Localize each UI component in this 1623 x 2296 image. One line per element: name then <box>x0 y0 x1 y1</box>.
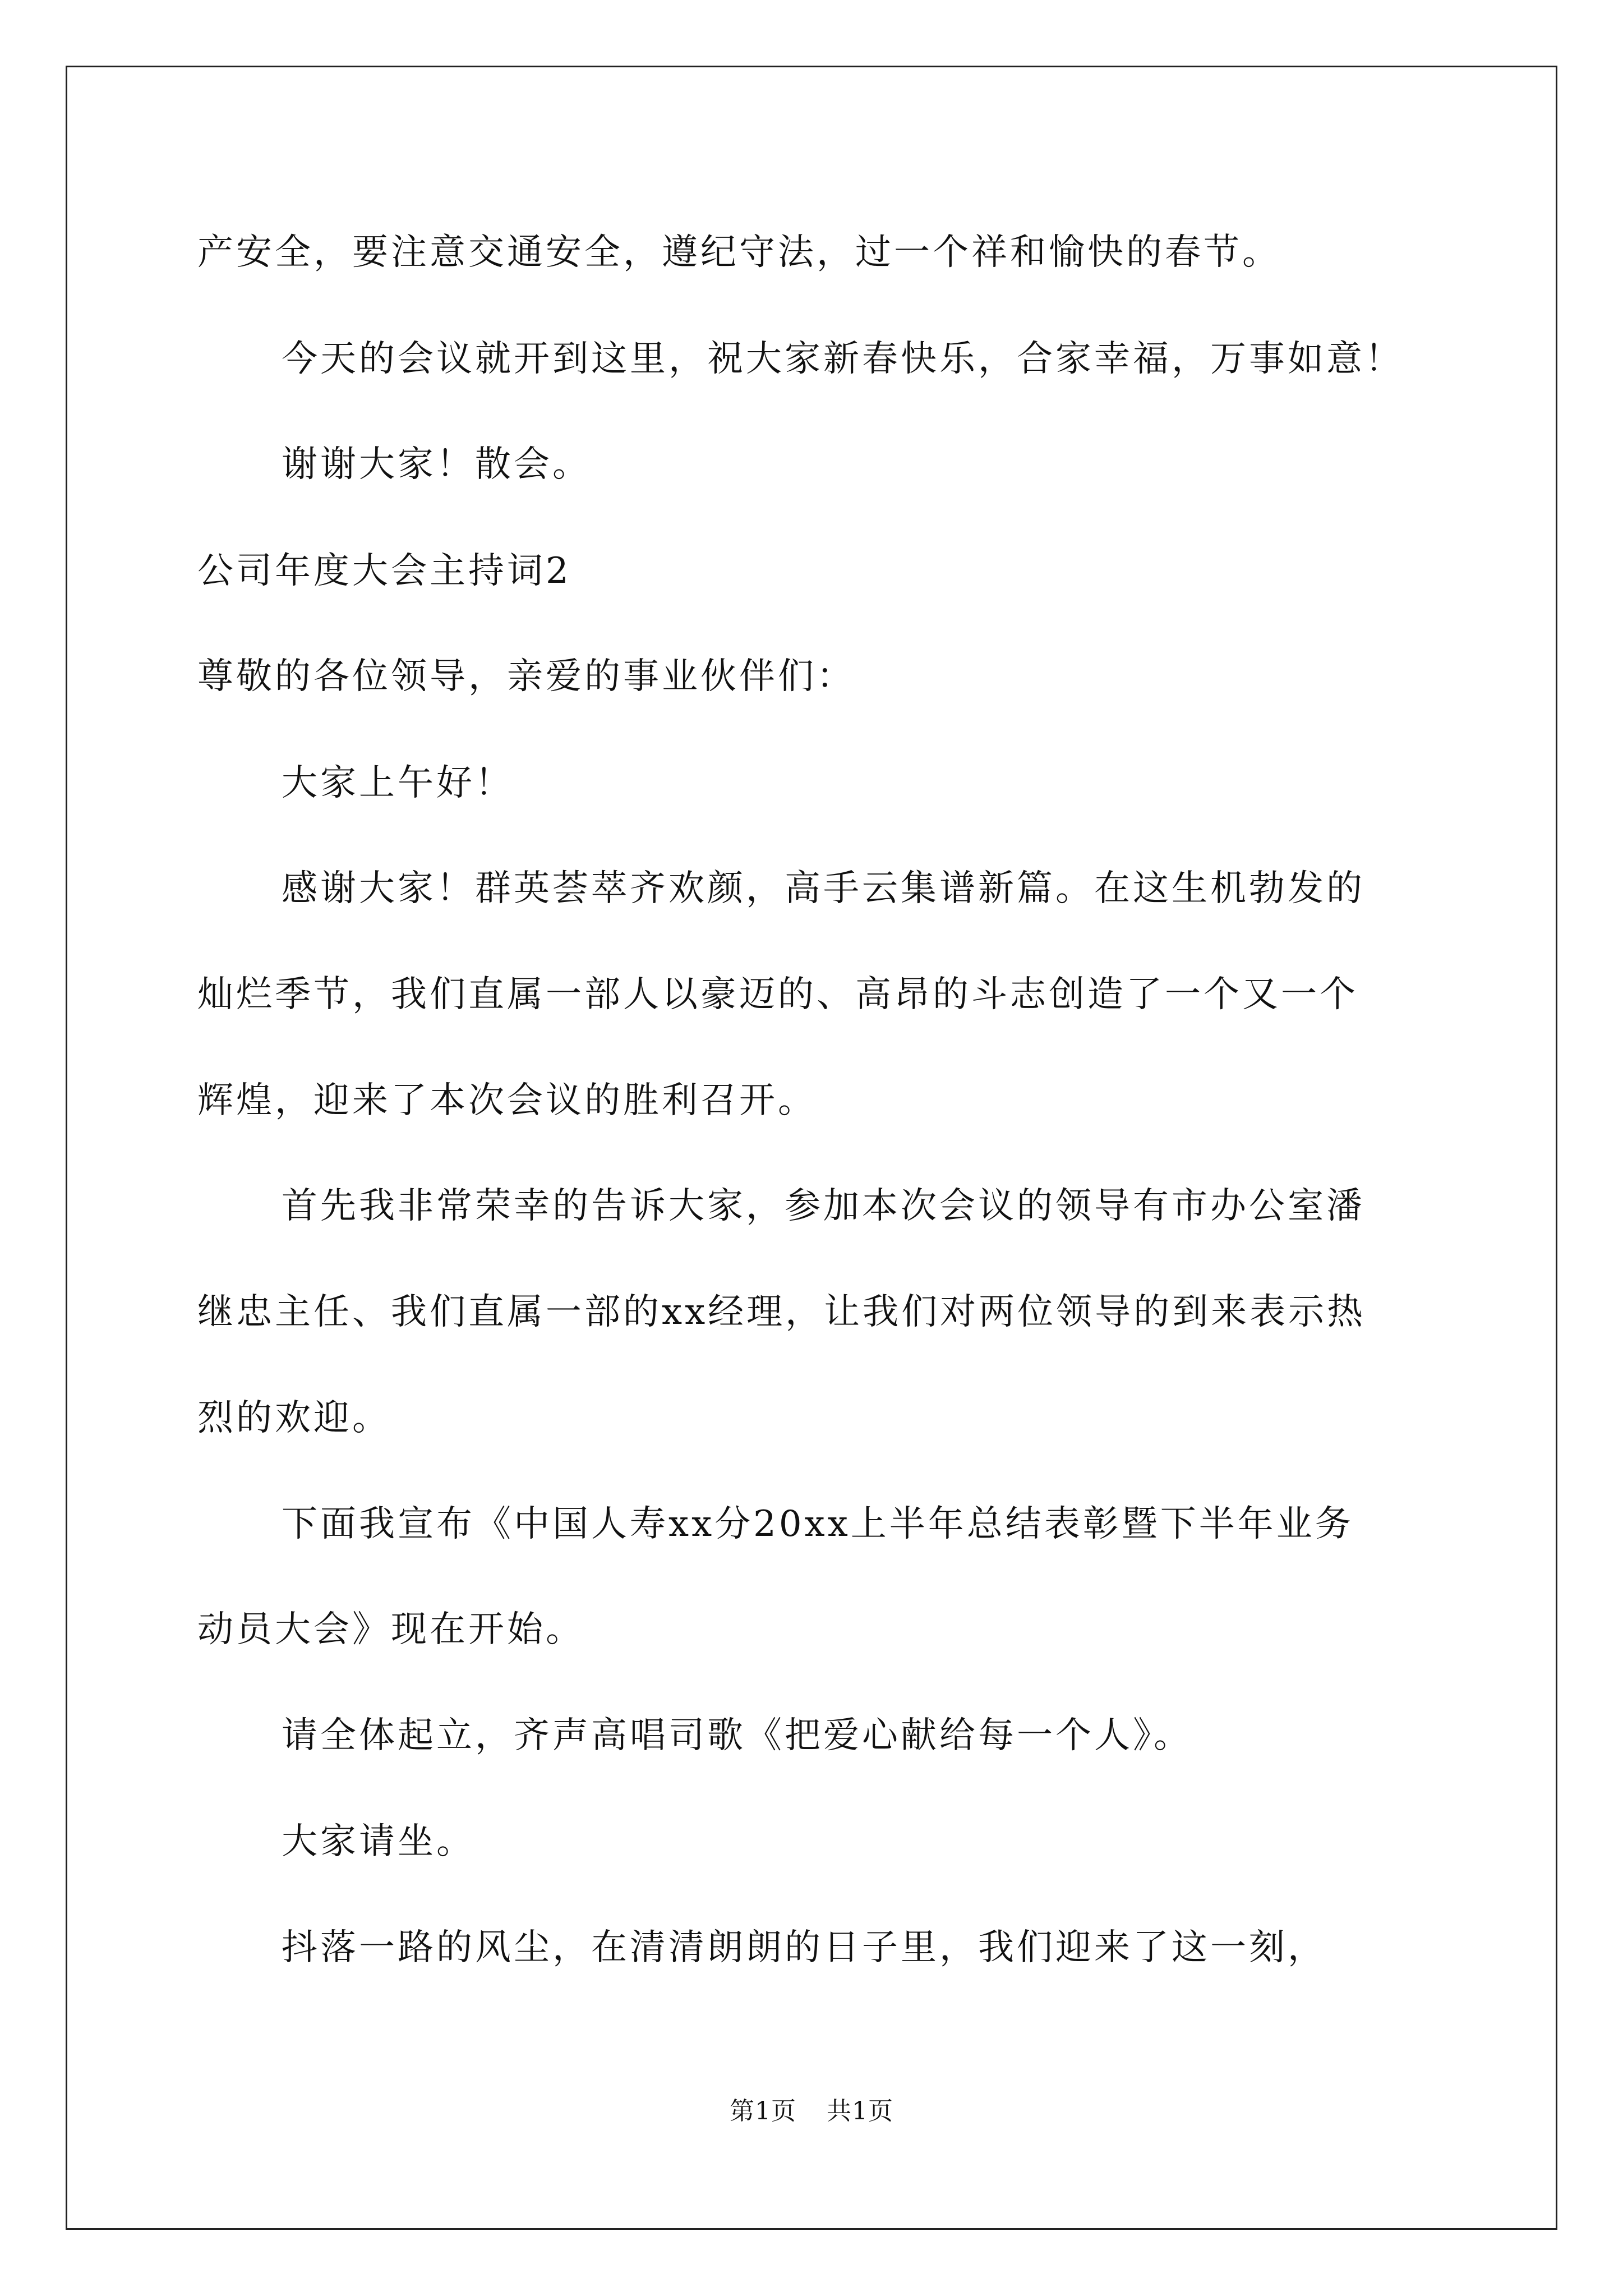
text-line: 灿烂季节，我们直属一部人以豪迈的、高昂的斗志创造了一个又一个 <box>197 974 1358 1015</box>
text-line: 谢谢大家！散会。 <box>282 444 591 485</box>
text-line: 下面我宣布《中国人寿xx分20xx上半年总结表彰暨下半年业务 <box>282 1503 1354 1545</box>
text-line: 烈的欢迎。 <box>197 1397 391 1439</box>
text-line: 大家上午好！ <box>282 762 514 804</box>
text-line: 尊敬的各位领导，亲爱的事业伙伴们： <box>197 656 855 697</box>
text-line: 大家请坐。 <box>282 1821 475 1862</box>
text-line: 抖落一路的风尘，在清清朗朗的日子里，我们迎来了这一刻， <box>282 1927 1326 1968</box>
page-total: 共1页 <box>827 2097 893 2125</box>
text-line: 继忠主任、我们直属一部的xx经理，让我们对两位领导的到来表示热 <box>197 1291 1366 1333</box>
page-footer <box>0 2095 1623 2128</box>
text-line: 辉煌，迎来了本次会议的胜利召开。 <box>197 1080 817 1121</box>
text-line: 感谢大家！群英荟萃齐欢颜，高手云集谱新篇。在这生机勃发的 <box>282 868 1365 909</box>
section-heading: 公司年度大会主持词2 <box>197 550 571 592</box>
text-line: 请全体起立，齐声高唱司歌《把爱心献给每一个人》。 <box>282 1715 1192 1756</box>
text-line: 动员大会》现在开始。 <box>197 1609 584 1650</box>
page-number: 第1页 <box>730 2097 796 2125</box>
text-line: 首先我非常荣幸的告诉大家，参加本次会议的领导有市办公室潘 <box>282 1185 1365 1227</box>
text-line: 产安全，要注意交通安全，遵纪守法，过一个祥和愉快的春节。 <box>197 232 1281 273</box>
page-border <box>66 66 1557 2230</box>
text-line: 今天的会议就开到这里，祝大家新春快乐，合家幸福，万事如意！ <box>282 338 1404 380</box>
